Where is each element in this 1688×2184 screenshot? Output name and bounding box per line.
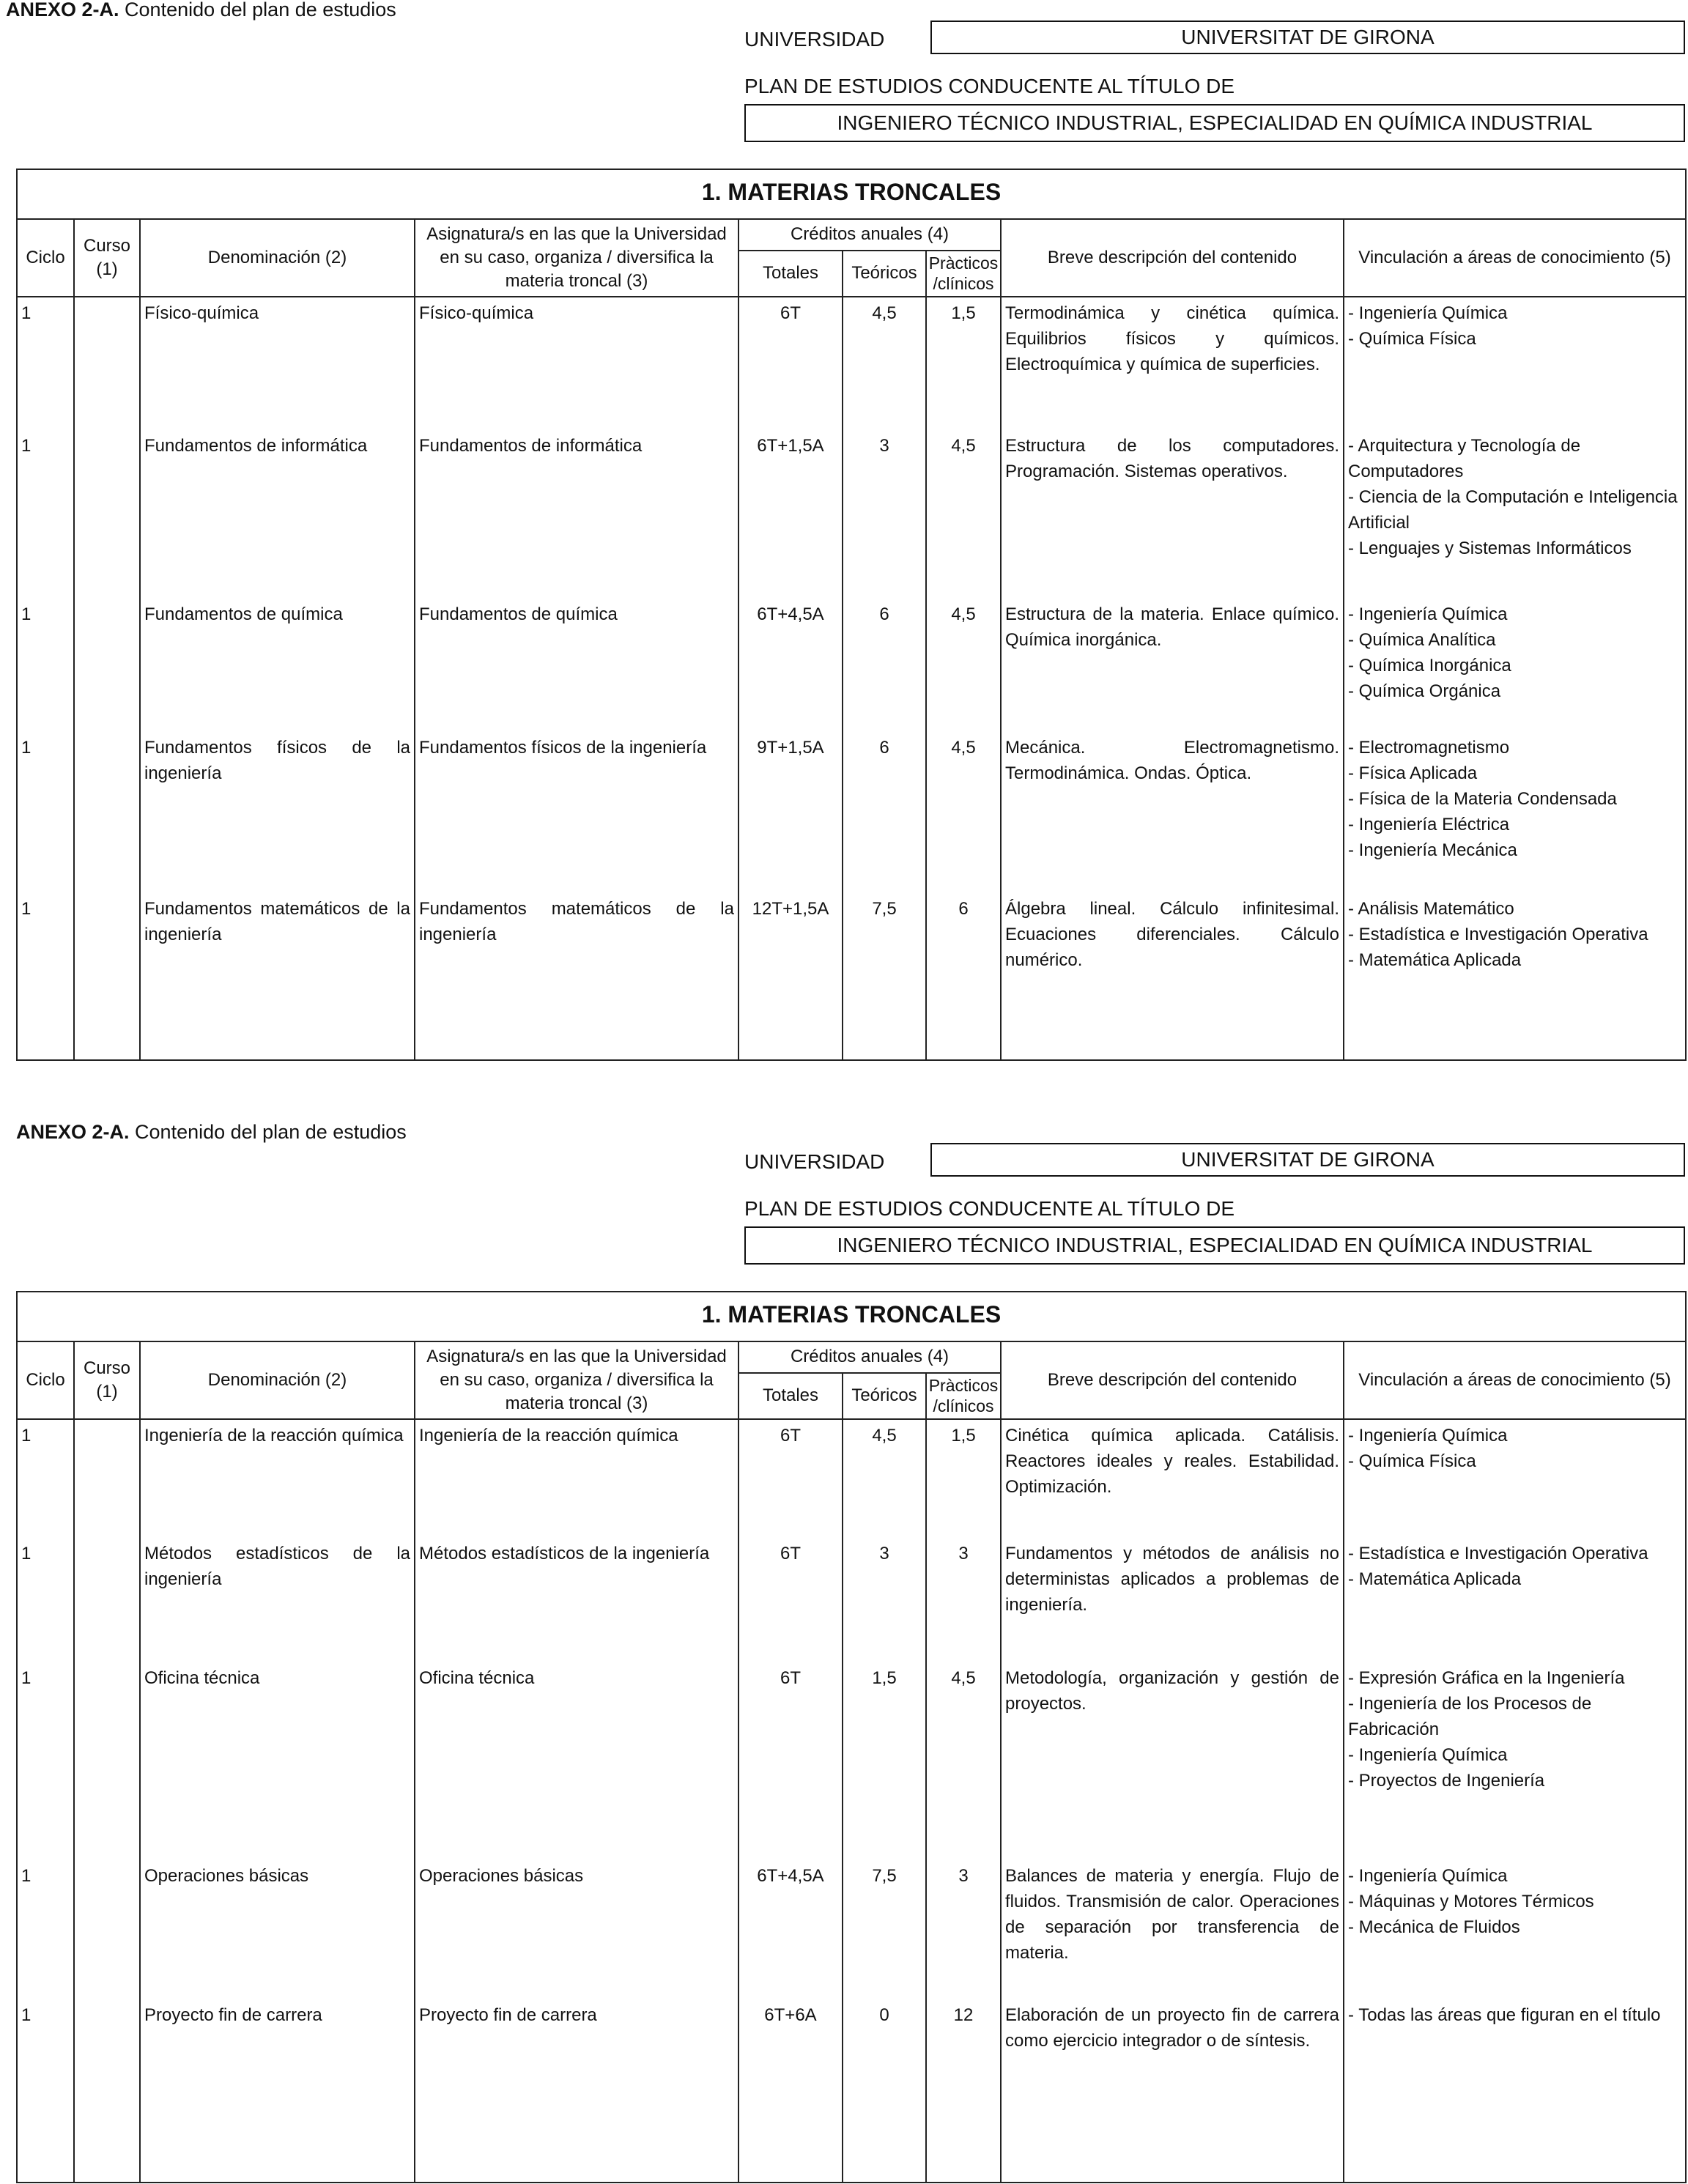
cell-ciclo: 1 bbox=[17, 1860, 74, 1999]
cell-denominacion: Ingeniería de la reacción química bbox=[140, 1419, 415, 1538]
cell-totales: 6T bbox=[738, 297, 843, 430]
area-item: - Química Orgánica bbox=[1348, 681, 1501, 701]
header-vinculacion: Vinculación a áreas de conocimiento (5) bbox=[1344, 1341, 1686, 1419]
area-item: - Química Analítica bbox=[1348, 630, 1496, 650]
cell-totales: 6T+4,5A bbox=[738, 599, 843, 732]
area-item: - Electromagnetismo bbox=[1348, 738, 1510, 758]
university-name-box: UNIVERSITAT DE GIRONA bbox=[930, 21, 1685, 54]
cell-areas bbox=[1344, 1999, 1686, 2183]
table-row bbox=[17, 297, 1686, 430]
cell-totales: 12T+1,5A bbox=[738, 893, 843, 1060]
cell-areas bbox=[1344, 1662, 1686, 1860]
area-item: - Ingeniería Eléctrica bbox=[1348, 815, 1510, 834]
cell-areas bbox=[1344, 430, 1686, 599]
area-item: - Todas las áreas que figuran en el título bbox=[1348, 2005, 1661, 2025]
area-item: - Química Física bbox=[1348, 329, 1476, 349]
annex-subtitle: Contenido del plan de estudios bbox=[129, 1121, 407, 1143]
cell-curso bbox=[74, 1662, 140, 1860]
cell-areas bbox=[1344, 297, 1686, 430]
table-title: 1. MATERIAS TRONCALES bbox=[17, 1292, 1686, 1341]
table-row bbox=[17, 599, 1686, 732]
cell-teoricos: 4,5 bbox=[843, 297, 926, 430]
area-item: - Ingeniería Química bbox=[1348, 303, 1508, 323]
cell-denominacion: Fundamentos de informática bbox=[140, 430, 415, 599]
university-label: UNIVERSIDAD bbox=[744, 1150, 885, 1173]
cell-practicos: 3 bbox=[926, 1860, 1001, 1999]
cell-totales: 6T+1,5A bbox=[738, 430, 843, 599]
cell-teoricos: 6 bbox=[843, 732, 926, 893]
area-item: - Ingeniería Química bbox=[1348, 1866, 1508, 1886]
degree-title-box: INGENIERO TÉCNICO INDUSTRIAL, ESPECIALIDAD EN QUÍMICA INDUSTRIAL bbox=[744, 104, 1685, 142]
cell-areas bbox=[1344, 893, 1686, 1060]
cell-descripcion: Estructura de los computadores. Programación. Sistemas operativos. bbox=[1001, 430, 1344, 599]
cell-asignatura: Proyecto fin de carrera bbox=[415, 1999, 738, 2183]
cell-practicos: 1,5 bbox=[926, 1419, 1001, 1538]
cell-practicos: 4,5 bbox=[926, 1662, 1001, 1860]
header-asignatura: Asignatura/s en las que la Universidad en su caso, organiza / diversifica la materia troncal (3) bbox=[415, 219, 738, 297]
cell-descripcion: Cinética química aplicada. Catálisis. Reactores ideales y reales. Estabilidad. Optimización. bbox=[1001, 1419, 1344, 1538]
annex-heading bbox=[16, 1121, 407, 1144]
table-row bbox=[17, 1860, 1686, 1999]
cell-ciclo: 1 bbox=[17, 1999, 74, 2183]
area-item: - Ingeniería Mecánica bbox=[1348, 840, 1517, 860]
cell-ciclo: 1 bbox=[17, 1662, 74, 1860]
cell-asignatura: Físico-química bbox=[415, 297, 738, 430]
area-item: - Química Física bbox=[1348, 1451, 1476, 1471]
table-row bbox=[17, 893, 1686, 1060]
cell-curso bbox=[74, 1419, 140, 1538]
cell-curso bbox=[74, 1538, 140, 1662]
materias-troncales-table bbox=[16, 169, 1687, 1061]
cell-asignatura: Fundamentos de informática bbox=[415, 430, 738, 599]
table-row bbox=[17, 1419, 1686, 1538]
degree-title-box: INGENIERO TÉCNICO INDUSTRIAL, ESPECIALIDAD EN QUÍMICA INDUSTRIAL bbox=[744, 1226, 1685, 1265]
plan-label: PLAN DE ESTUDIOS CONDUCENTE AL TÍTULO DE bbox=[744, 75, 1235, 97]
cell-teoricos: 7,5 bbox=[843, 893, 926, 1060]
header-curso: Curso (1) bbox=[74, 1341, 140, 1419]
area-item: - Matemática Aplicada bbox=[1348, 950, 1522, 970]
cell-practicos: 6 bbox=[926, 893, 1001, 1060]
cell-asignatura: Fundamentos de química bbox=[415, 599, 738, 732]
area-item: - Mecánica de Fluidos bbox=[1348, 1917, 1520, 1937]
university-label: UNIVERSIDAD bbox=[744, 28, 885, 51]
area-item: - Estadística e Investigación Operativa bbox=[1348, 1544, 1648, 1563]
cell-asignatura: Métodos estadísticos de la ingeniería bbox=[415, 1538, 738, 1662]
cell-practicos: 1,5 bbox=[926, 297, 1001, 430]
header-totales: Totales bbox=[738, 1373, 843, 1419]
cell-ciclo: 1 bbox=[17, 599, 74, 732]
cell-ciclo: 1 bbox=[17, 1419, 74, 1538]
header-teoricos: Teóricos bbox=[843, 1373, 926, 1419]
cell-practicos: 4,5 bbox=[926, 430, 1001, 599]
area-item: - Análisis Matemático bbox=[1348, 899, 1514, 919]
header-descripcion: Breve descripción del contenido bbox=[1001, 1341, 1344, 1419]
annex-subtitle: Contenido del plan de estudios bbox=[119, 0, 396, 21]
cell-denominacion: Proyecto fin de carrera bbox=[140, 1999, 415, 2183]
table-body bbox=[17, 297, 1686, 1060]
cell-teoricos: 4,5 bbox=[843, 1419, 926, 1538]
cell-denominacion: Operaciones básicas bbox=[140, 1860, 415, 1999]
area-item: - Ingeniería Química bbox=[1348, 1745, 1508, 1765]
annex-number: ANEXO 2-A. bbox=[6, 0, 119, 21]
header-creditos: Créditos anuales (4) bbox=[738, 219, 1001, 251]
cell-descripcion: Mecánica. Electromagnetismo. Termodinámica. Ondas. Óptica. bbox=[1001, 732, 1344, 893]
cell-teoricos: 7,5 bbox=[843, 1860, 926, 1999]
area-item: - Ingeniería de los Procesos de Fabricación bbox=[1348, 1694, 1592, 1739]
cell-practicos: 12 bbox=[926, 1999, 1001, 2183]
cell-descripcion: Estructura de la materia. Enlace químico. Química inorgánica. bbox=[1001, 599, 1344, 732]
cell-descripcion: Metodología, organización y gestión de proyectos. bbox=[1001, 1662, 1344, 1860]
cell-totales: 6T+6A bbox=[738, 1999, 843, 2183]
table-row bbox=[17, 1662, 1686, 1860]
header-practicos: Pràcticos /clínicos bbox=[926, 1373, 1001, 1419]
area-item: - Química Inorgánica bbox=[1348, 656, 1511, 675]
cell-asignatura: Fundamentos matemáticos de la ingeniería bbox=[415, 893, 738, 1060]
header-ciclo: Ciclo bbox=[17, 1341, 74, 1419]
cell-teoricos: 0 bbox=[843, 1999, 926, 2183]
cell-curso bbox=[74, 297, 140, 430]
cell-teoricos: 3 bbox=[843, 430, 926, 599]
header-denominacion: Denominación (2) bbox=[140, 219, 415, 297]
area-item: - Física de la Materia Condensada bbox=[1348, 789, 1617, 809]
cell-teoricos: 1,5 bbox=[843, 1662, 926, 1860]
cell-practicos: 4,5 bbox=[926, 599, 1001, 732]
area-item: - Expresión Gráfica en la Ingeniería bbox=[1348, 1668, 1625, 1688]
cell-curso bbox=[74, 599, 140, 732]
cell-ciclo: 1 bbox=[17, 430, 74, 599]
header-ciclo: Ciclo bbox=[17, 219, 74, 297]
cell-totales: 6T bbox=[738, 1419, 843, 1538]
cell-practicos: 4,5 bbox=[926, 732, 1001, 893]
table-row bbox=[17, 1999, 1686, 2183]
cell-totales: 6T bbox=[738, 1538, 843, 1662]
cell-areas bbox=[1344, 599, 1686, 732]
cell-curso bbox=[74, 1860, 140, 1999]
cell-totales: 6T+4,5A bbox=[738, 1860, 843, 1999]
header-curso: Curso (1) bbox=[74, 219, 140, 297]
materias-troncales-table bbox=[16, 1291, 1687, 2183]
cell-curso bbox=[74, 1999, 140, 2183]
header-creditos: Créditos anuales (4) bbox=[738, 1341, 1001, 1373]
cell-totales: 9T+1,5A bbox=[738, 732, 843, 893]
cell-ciclo: 1 bbox=[17, 732, 74, 893]
cell-descripcion: Fundamentos y métodos de análisis no deterministas aplicados a problemas de ingeniería. bbox=[1001, 1538, 1344, 1662]
cell-areas bbox=[1344, 1860, 1686, 1999]
cell-denominacion: Oficina técnica bbox=[140, 1662, 415, 1860]
header-totales: Totales bbox=[738, 251, 843, 297]
plan-label: PLAN DE ESTUDIOS CONDUCENTE AL TÍTULO DE bbox=[744, 1197, 1235, 1220]
header-descripcion: Breve descripción del contenido bbox=[1001, 219, 1344, 297]
header-practicos: Pràcticos /clínicos bbox=[926, 251, 1001, 297]
cell-curso bbox=[74, 893, 140, 1060]
cell-denominacion: Fundamentos de química bbox=[140, 599, 415, 732]
table-row bbox=[17, 732, 1686, 893]
cell-teoricos: 3 bbox=[843, 1538, 926, 1662]
cell-teoricos: 6 bbox=[843, 599, 926, 732]
cell-descripcion: Elaboración de un proyecto fin de carrera como ejercicio integrador o de síntesis. bbox=[1001, 1999, 1344, 2183]
table-body bbox=[17, 1419, 1686, 2183]
area-item: - Matemática Aplicada bbox=[1348, 1569, 1522, 1589]
cell-areas bbox=[1344, 732, 1686, 893]
cell-practicos: 3 bbox=[926, 1538, 1001, 1662]
area-item: - Ingeniería Química bbox=[1348, 604, 1508, 624]
area-item: - Proyectos de Ingeniería bbox=[1348, 1771, 1545, 1791]
cell-descripcion: Termodinámica y cinética química. Equilibrios físicos y químicos. Electroquímica y química de superficies. bbox=[1001, 297, 1344, 430]
cell-denominacion: Fundamentos matemáticos de la ingeniería bbox=[140, 893, 415, 1060]
table-row bbox=[17, 1538, 1686, 1662]
header-asignatura: Asignatura/s en las que la Universidad en su caso, organiza / diversifica la materia troncal (3) bbox=[415, 1341, 738, 1419]
area-item: - Arquitectura y Tecnología de Computadores bbox=[1348, 436, 1581, 481]
cell-denominacion: Fundamentos físicos de la ingeniería bbox=[140, 732, 415, 893]
cell-totales: 6T bbox=[738, 1662, 843, 1860]
cell-denominacion: Métodos estadísticos de la ingeniería bbox=[140, 1538, 415, 1662]
cell-areas bbox=[1344, 1538, 1686, 1662]
cell-ciclo: 1 bbox=[17, 297, 74, 430]
area-item: - Ingeniería Química bbox=[1348, 1426, 1508, 1445]
cell-descripcion: Balances de materia y energía. Flujo de fluidos. Transmisión de calor. Operaciones de separación por transferencia de materia. bbox=[1001, 1860, 1344, 1999]
header-denominacion: Denominación (2) bbox=[140, 1341, 415, 1419]
cell-descripcion: Álgebra lineal. Cálculo infinitesimal. Ecuaciones diferenciales. Cálculo numérico. bbox=[1001, 893, 1344, 1060]
area-item: - Ciencia de la Computación e Inteligencia Artificial bbox=[1348, 487, 1678, 533]
cell-asignatura: Ingeniería de la reacción química bbox=[415, 1419, 738, 1538]
annex-number: ANEXO 2-A. bbox=[16, 1121, 130, 1143]
table-title: 1. MATERIAS TRONCALES bbox=[17, 169, 1686, 219]
cell-ciclo: 1 bbox=[17, 1538, 74, 1662]
header-vinculacion: Vinculación a áreas de conocimiento (5) bbox=[1344, 219, 1686, 297]
table-row bbox=[17, 430, 1686, 599]
area-item: - Estadística e Investigación Operativa bbox=[1348, 925, 1648, 944]
cell-areas bbox=[1344, 1419, 1686, 1538]
annex-heading bbox=[6, 0, 396, 21]
cell-curso bbox=[74, 732, 140, 893]
cell-asignatura: Oficina técnica bbox=[415, 1662, 738, 1860]
cell-asignatura: Fundamentos físicos de la ingeniería bbox=[415, 732, 738, 893]
area-item: - Física Aplicada bbox=[1348, 763, 1478, 783]
university-name-box: UNIVERSITAT DE GIRONA bbox=[930, 1143, 1685, 1177]
area-item: - Máquinas y Motores Térmicos bbox=[1348, 1892, 1594, 1911]
cell-ciclo: 1 bbox=[17, 893, 74, 1060]
header-teoricos: Teóricos bbox=[843, 251, 926, 297]
cell-asignatura: Operaciones básicas bbox=[415, 1860, 738, 1999]
cell-curso bbox=[74, 430, 140, 599]
area-item: - Lenguajes y Sistemas Informáticos bbox=[1348, 538, 1632, 558]
cell-denominacion: Físico-química bbox=[140, 297, 415, 430]
